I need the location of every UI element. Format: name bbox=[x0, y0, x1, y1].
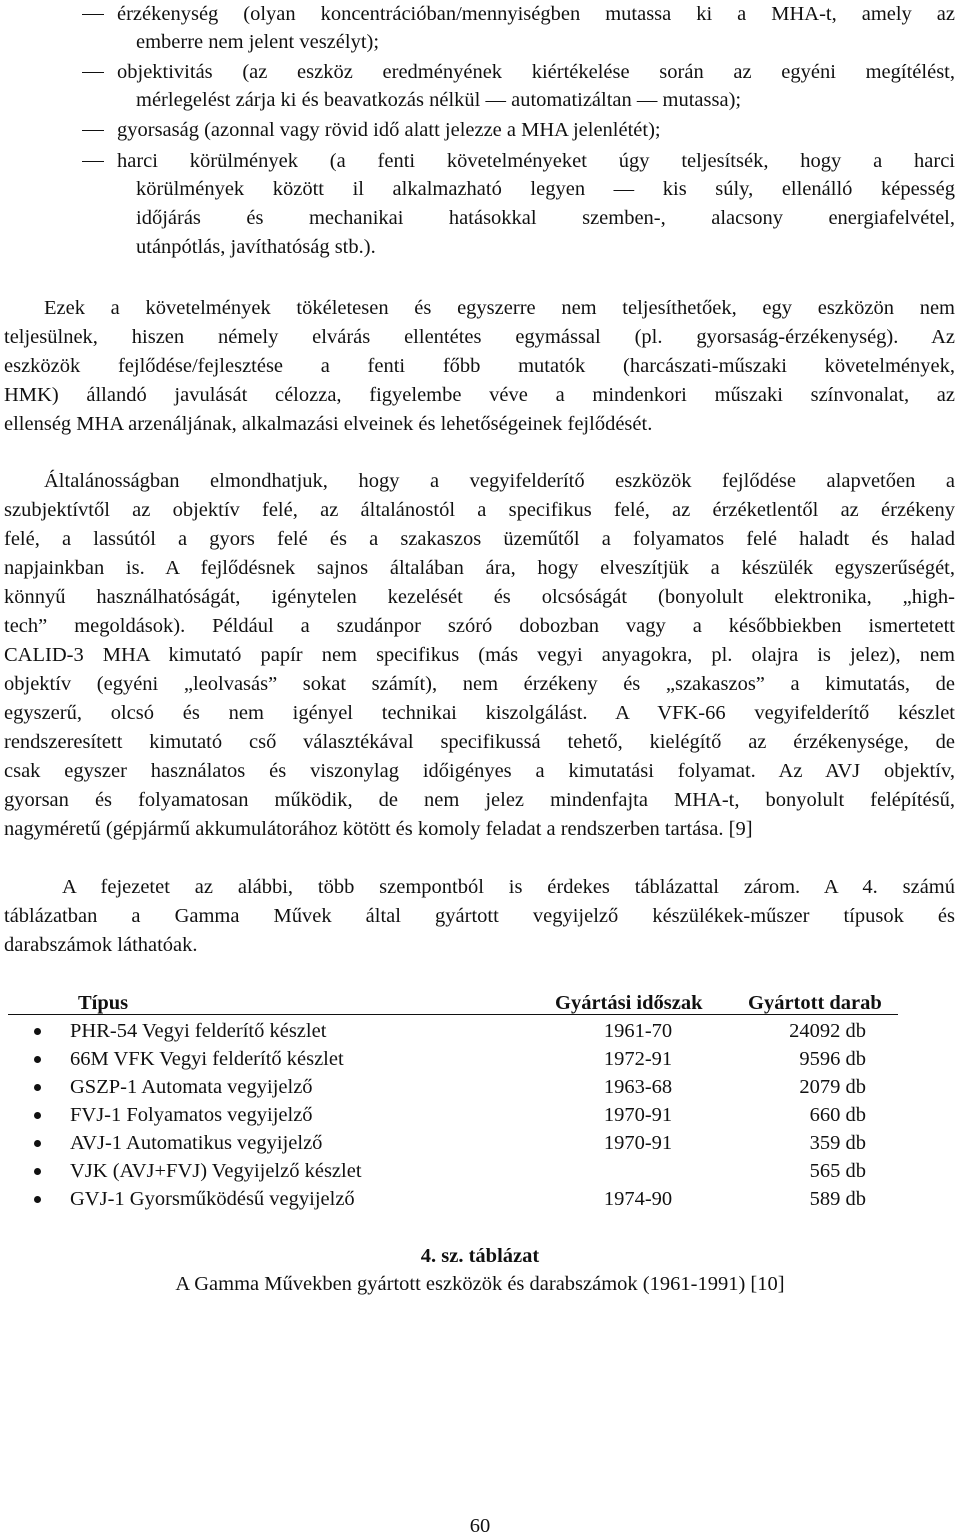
header-rule bbox=[8, 1014, 898, 1015]
paragraph-line: gyorsan és folyamatosan működik, de nem jelez mindenfajta MHA-t, bonyolult felépítésű, bbox=[4, 789, 955, 811]
paragraph-line: HMK) állandó javulását célozza, figyelembe véve a mindenkori műszaki színvonalat, az bbox=[4, 384, 955, 406]
table-row bbox=[0, 1018, 960, 1044]
dash-marker bbox=[82, 161, 104, 162]
cell-count: 9596 db bbox=[799, 1048, 866, 1070]
table-row bbox=[0, 1074, 960, 1100]
cell-count: 359 db bbox=[809, 1132, 866, 1154]
bullet-icon bbox=[34, 1056, 41, 1063]
cell-period: 1972-91 bbox=[603, 1048, 673, 1070]
paragraph-line: objektív (egyéni „leolvasás” sokat számít), nem érzékeny és „szakaszos” a kimutatás, de bbox=[4, 673, 955, 695]
paragraph-line: szubjektívtől az objektív felé, az általánostól a specifikus felé, az érzéketlentől az érzékeny bbox=[4, 499, 955, 521]
cell-period: 1963-68 bbox=[603, 1076, 673, 1098]
paragraph-line: táblázatban a Gamma Művek által gyártott vegyijelző készülékek-műszer típusok és bbox=[4, 905, 955, 927]
paragraph-line: teljesülnek, hiszen némely elvárás ellentétes egymással (pl. gyorsaság-érzékenység). Az bbox=[4, 326, 955, 348]
list-item-line: objektivitás (az eszköz eredményének kiértékelése során az egyéni megítélést, bbox=[117, 61, 955, 83]
list-item-line: gyorsaság (azonnal vagy rövid idő alatt jelezze a MHA jelenlétét); bbox=[117, 119, 661, 141]
cell-type: 66M VFK Vegyi felderítő készlet bbox=[70, 1048, 344, 1070]
list-item-line: körülmények között il alkalmazható legyen ― kis súly, ellenálló képesség bbox=[136, 178, 955, 200]
paragraph-line: csak egyszer használatos és viszonylag időigényes a kimutatási folyamat. Az AVJ objektív, bbox=[4, 760, 955, 782]
bullet-icon bbox=[34, 1140, 41, 1147]
cell-period: 1970-91 bbox=[603, 1132, 673, 1154]
cell-period: 1970-91 bbox=[603, 1104, 673, 1126]
bullet-icon bbox=[34, 1168, 41, 1175]
table-row bbox=[0, 1158, 960, 1184]
dash-marker bbox=[82, 14, 104, 15]
paragraph-line: rendszeresített kimutató cső választékával specifikussá tehető, kielégítő az érzékenysége, de bbox=[4, 731, 955, 753]
table-row bbox=[0, 1130, 960, 1156]
paragraph-line: Általánosságban elmondhatjuk, hogy a vegyifelderítő eszközök fejlődése alapvetően a bbox=[44, 470, 955, 492]
bullet-icon bbox=[34, 1112, 41, 1119]
paragraph-line: eszközök fejlődése/fejlesztése a fenti főbb mutatók (harcászati-műszaki követelmények, bbox=[4, 355, 955, 377]
paragraph-line: nagyméretű (gépjármű akkumulátorához kötött és komoly feladat a rendszerben tartása. [9] bbox=[4, 818, 753, 840]
cell-count: 660 db bbox=[809, 1104, 866, 1126]
cell-period: 1961-70 bbox=[603, 1020, 673, 1042]
table-caption-number: 4. sz. táblázat bbox=[420, 1245, 540, 1267]
cell-count: 2079 db bbox=[799, 1076, 866, 1098]
list-item-line: emberre nem jelent veszélyt); bbox=[136, 31, 380, 53]
list-item-line: mérlegelést zárja ki és beavatkozás nélkül ― automatizáltan ― mutassa); bbox=[136, 89, 742, 111]
paragraph-line: könnyű használhatóságát, igénytelen kezelését és olcsóságát (bonyolult elektronika, „high- bbox=[4, 586, 955, 608]
dash-marker bbox=[82, 72, 104, 73]
bullet-icon bbox=[34, 1196, 41, 1203]
dash-marker bbox=[82, 130, 104, 131]
paragraph-line: napjainkban is. A fejlődésnek sajnos általában ára, hogy elveszítjük a készülék egyszerűségét, bbox=[4, 557, 955, 579]
paragraph-line: CALID-3 MHA kimutató papír nem specifikus (más vegyi anyagokra, pl. olajra is jelez), nem bbox=[4, 644, 955, 666]
cell-type: AVJ-1 Automatikus vegyijelző bbox=[70, 1132, 323, 1154]
cell-type: PHR-54 Vegyi felderítő készlet bbox=[70, 1020, 327, 1042]
table-caption-title: A Gamma Művekben gyártott eszközök és darabszámok (1961-1991) [10] bbox=[175, 1273, 785, 1295]
page-number: 60 bbox=[469, 1515, 491, 1537]
cell-type: GSZP-1 Automata vegyijelző bbox=[70, 1076, 313, 1098]
paragraph-line: Ezek a követelmények tökéletesen és egyszerre nem teljesíthetőek, egy eszközön nem bbox=[44, 297, 955, 319]
header-type: Típus bbox=[78, 992, 129, 1014]
cell-period: 1974-90 bbox=[603, 1188, 673, 1210]
bullet-icon bbox=[34, 1028, 41, 1035]
paragraph-line: egyszerű, olcsó és nem igényel technikai kiszolgálást. A VFK-66 vegyifelderítő készlet bbox=[4, 702, 955, 724]
paragraph-line: darabszámok láthatóak. bbox=[4, 934, 198, 956]
cell-count: 24092 db bbox=[789, 1020, 866, 1042]
cell-count: 589 db bbox=[809, 1188, 866, 1210]
bullet-icon bbox=[34, 1084, 41, 1091]
paragraph-line: A fejezetet az alábbi, több szempontból is érdekes táblázattal zárom. A 4. számú bbox=[62, 876, 955, 898]
list-item-line: időjárás és mechanikai hatásokkal szemben-, alacsony energiafelvétel, bbox=[136, 207, 955, 229]
cell-type: FVJ-1 Folyamatos vegyijelző bbox=[70, 1104, 313, 1126]
table-row bbox=[0, 1046, 960, 1072]
cell-type: VJK (AVJ+FVJ) Vegyijelző készlet bbox=[70, 1160, 362, 1182]
list-item-line: érzékenység (olyan koncentrációban/mennyiségben mutassa ki a MHA-t, amely az bbox=[117, 3, 955, 25]
table-row bbox=[0, 1186, 960, 1212]
paragraph-line: ellenség MHA arzenáljának, alkalmazási elveinek és lehetőségeinek fejlődését. bbox=[4, 413, 653, 435]
paragraph-line: tech” megoldások). Például a szudánpor szóró dobozban vagy a későbbiekben ismertetett bbox=[4, 615, 955, 637]
table-header bbox=[0, 990, 960, 1016]
header-period: Gyártási időszak bbox=[555, 992, 703, 1014]
paragraph-line: felé, a lassútól a gyors felé és a szakaszos üzeműtől a folyamatos felé haladt és halad bbox=[4, 528, 955, 550]
header-count: Gyártott darab bbox=[748, 992, 882, 1014]
list-item-line: utánpótlás, javíthatóság stb.). bbox=[136, 236, 376, 258]
list-item-line: harci körülmények (a fenti követelményeket úgy teljesítsék, hogy a harci bbox=[117, 150, 955, 172]
cell-count: 565 db bbox=[809, 1160, 866, 1182]
cell-type: GVJ-1 Gyorsműködésű vegyijelző bbox=[70, 1188, 355, 1210]
table-row bbox=[0, 1102, 960, 1128]
